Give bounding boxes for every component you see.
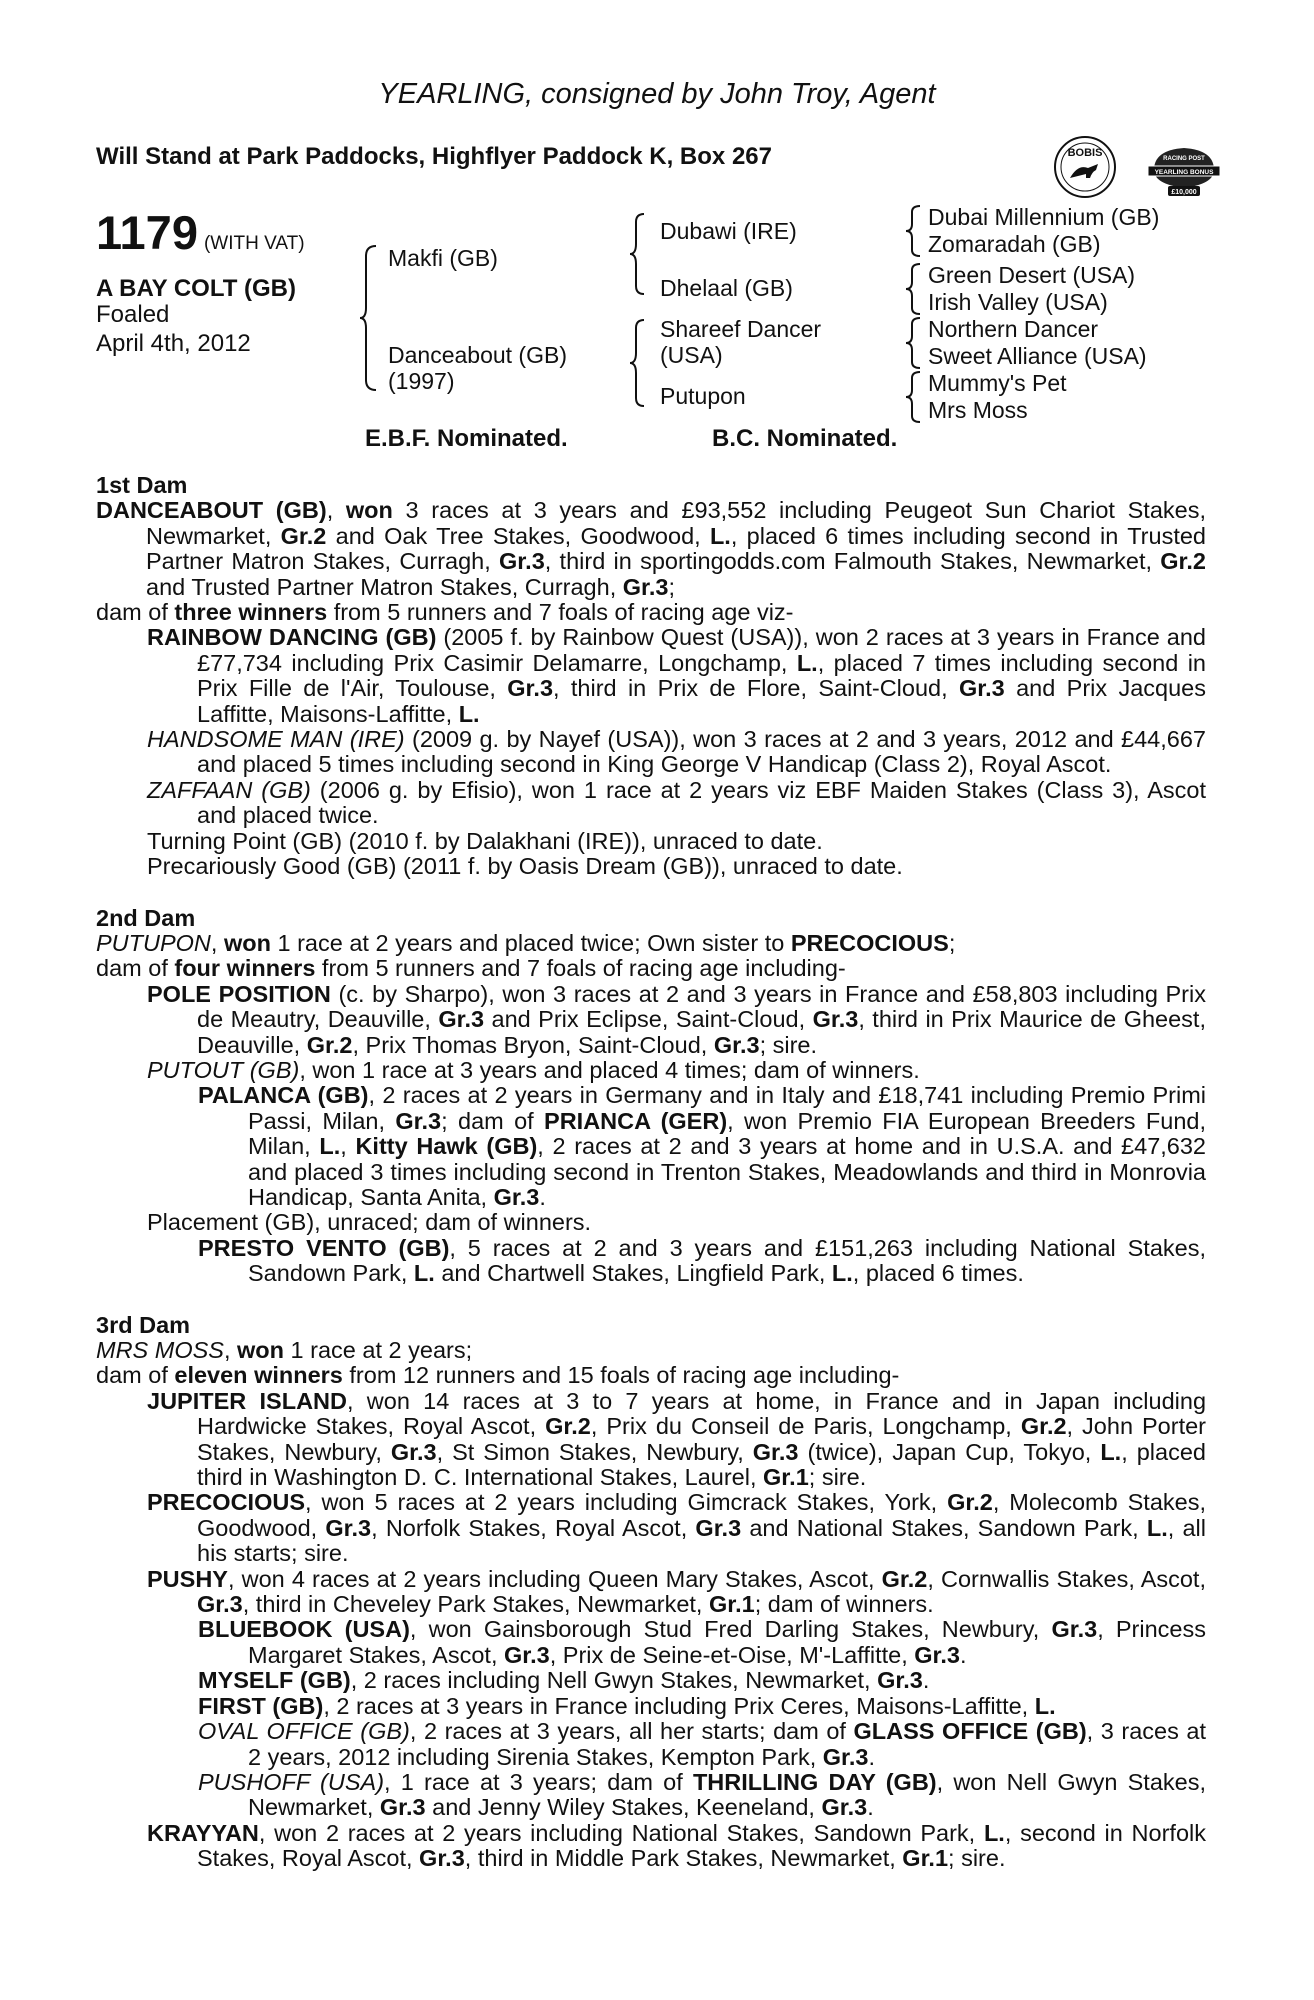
pedigree-g3: Green Desert (USA) (928, 262, 1136, 288)
third-dam-produce-summary: dam of eleven winners from 12 runners and 15 foals of racing age including- (96, 1362, 900, 1389)
third-dam-heading: 3rd Dam (96, 1311, 191, 1338)
offspring-oval-office: OVAL OFFICE (GB), 2 races at 3 years, all her starts; dam of GLASS OFFICE (GB), 3 races at 2 years, 2012 including Sirenia Stakes, Kempton Park, Gr.3. (198, 1718, 1207, 1770)
pedigree-sire-sire: Dubawi (IRE) (660, 218, 797, 244)
g-brace-2 (906, 262, 922, 316)
pedigree-dam-sire: Shareef Dancer (USA) (660, 316, 822, 368)
offspring-presto-vento: PRESTO VENTO (GB), 5 races at 2 and 3 years and £151,263 including National Stakes, Sandown Park, L. and Chartwell Stakes, Lingfield Park, L., placed 6 times. (198, 1234, 1206, 1287)
stand-location: Will Stand at Park Paddocks, Highflyer Paddock K, Box 267 (96, 143, 772, 170)
page-title: YEARLING, consigned by John Troy, Agent (378, 78, 936, 110)
bobis-logo (1052, 134, 1118, 200)
offspring-jupiter-island: JUPITER ISLAND, won 14 races at 3 to 7 years at home, in France and in Japan including Hardwicke Stakes, Royal Ascot, Gr.2, Prix du Conseil de Paris, Longchamp, Gr.2, John Porter Stakes, Newbury, Gr.3, St Simon Stakes, Newbury, Gr.3 (twice), Japan Cup, Tokyo, L., placed third in Washington D. C. International Stakes, Laurel, Gr.1; sire. (147, 1387, 1207, 1491)
offspring-pushoff: PUSHOFF (USA), 1 race at 3 years; dam of THRILLING DAY (GB), won Nell Gwyn Stakes, Newmarket, Gr.3 and Jenny Wiley Stakes, Keeneland, Gr.3. (198, 1768, 1206, 1821)
svg-text:RACING POST: RACING POST (1163, 156, 1205, 162)
second-dam-entry: PUTUPON, won 1 race at 2 years and placed twice; Own sister to PRECOCIOUS; (96, 929, 956, 956)
lot-number: 1179 (WITH VAT) (96, 206, 305, 259)
sire-brace (630, 212, 648, 296)
g-brace-3 (906, 316, 922, 370)
third-dam-entry: MRS MOSS, won 1 race at 2 years; (96, 1337, 473, 1363)
offspring-precariously-good: Precariously Good (GB) (2011 f. by Oasis Dream (GB)), unraced to date. (147, 853, 903, 880)
offspring-bluebook: BLUEBOOK (USA), won Gainsborough Stud Fred Darling Stakes, Newbury, Gr.3, Princess Margaret Stakes, Ascot, Gr.3, Prix de Seine-et-Oise, M'-Laffitte, Gr.3. (198, 1616, 1206, 1668)
offspring-pushy: PUSHY, won 4 races at 2 years including Queen Mary Stakes, Ascot, Gr.2, Cornwallis Stakes, Ascot, Gr.3, third in Cheveley Park Stakes, Newmarket, Gr.1; dam of winners. (147, 1565, 1206, 1618)
pedigree-g6: Sweet Alliance (USA) (928, 343, 1147, 369)
offspring-pole-position: POLE POSITION (c. by Sharpo), won 3 races at 2 and 3 years in France and £58,803 including Prix de Meautry, Deauville, Gr.3 and Prix Eclipse, Saint-Cloud, Gr.3, third in Prix Maurice de Gheest, Deauville, Gr.2, Prix Thomas Bryon, Saint-Cloud, Gr.3; sire. (147, 980, 1206, 1058)
bobis-logo-text: BOBIS (1067, 147, 1103, 159)
offspring-putout: PUTOUT (GB), won 1 race at 3 years and placed 4 times; dam of winners. (147, 1056, 920, 1083)
pedigree-g4: Irish Valley (USA) (928, 289, 1108, 315)
svg-text:£10,000: £10,000 (1171, 189, 1197, 196)
g-brace-4 (906, 370, 922, 424)
pedigree-dam-dam: Putupon (660, 383, 746, 409)
sire-dam-brace (360, 244, 380, 392)
pedigree-sire-dam: Dhelaal (GB) (660, 275, 793, 301)
offspring-precocious: PRECOCIOUS, won 5 races at 2 years including Gimcrack Stakes, York, Gr.2, Molecomb Stakes, Goodwood, Gr.3, Norfolk Stakes, Royal Ascot, Gr.3 and National Stakes, Sandown Park, L., all his starts; sire. (147, 1489, 1206, 1567)
yearling-bonus-logo (1144, 140, 1224, 200)
pedigree-g1: Dubai Millennium (GB) (928, 204, 1160, 230)
pedigree-g7: Mummy's Pet (928, 370, 1067, 396)
offspring-handsome-man: HANDSOME MAN (IRE) (2009 g. by Nayef (USA)), won 3 races at 2 and 3 years, 2012 and £44,667 and placed 5 times including second in King George V Handicap (Class 2), Royal Ascot. (147, 726, 1206, 778)
vat-label: (WITH VAT) (203, 233, 305, 254)
svg-text:YEARLING BONUS: YEARLING BONUS (1154, 169, 1214, 176)
g-brace-1 (906, 204, 922, 258)
pedigree-g5: Northern Dancer (928, 316, 1099, 342)
offspring-myself: MYSELF (GB), 2 races including Nell Gwyn Stakes, Newmarket, Gr.3. (198, 1667, 930, 1694)
offspring-zaffaan: ZAFFAAN (GB) (2006 g. by Efisio), won 1 race at 2 years viz EBF Maiden Stakes (Class 3), Ascot and placed twice. (147, 776, 1206, 829)
foaled-info: Foaled April 4th, 2012 (96, 301, 251, 357)
bc-nominated: B.C. Nominated. (712, 425, 898, 452)
offspring-placement: Placement (GB), unraced; dam of winners. (147, 1209, 592, 1236)
second-dam-produce-summary: dam of four winners from 5 runners and 7 foals of racing age including- (96, 955, 846, 982)
lot-name: A BAY COLT (GB) (96, 275, 297, 302)
offspring-rainbow-dancing: RAINBOW DANCING (GB) (2005 f. by Rainbow Quest (USA)), won 2 races at 3 years in France and £77,734 including Prix Casimir Delamarre, Longchamp, L., placed 7 times including second in Prix Fille de l'Air, Toulouse, Gr.3, third in Prix de Flore, Saint-Cloud, Gr.3 and Prix Jacques Laffitte, Maisons-Laffitte, L. (147, 624, 1206, 727)
pedigree-g8: Mrs Moss (928, 397, 1028, 423)
offspring-palanca: PALANCA (GB), 2 races at 2 years in Germany and in Italy and £18,741 including Premio Primi Passi, Milan, Gr.3; dam of PRIANCA (GER), won Premio FIA European Breeders Fund, Milan, L., Kitty Hawk (GB), 2 races at 2 and 3 years at home and in U.S.A. and £47,632 and placed 3 times including second in Trenton Stakes, Meadowlands and third in Monrovia Handicap, Santa Anita, Gr.3. (198, 1082, 1207, 1210)
pedigree-dam: Danceabout (GB) (1997) (388, 342, 567, 394)
first-dam-heading: 1st Dam (96, 472, 188, 498)
first-dam-entry: DANCEABOUT (GB), won 3 races at 3 years and £93,552 including Peugeot Sun Chariot Stakes, Newmarket, Gr.2 and Oak Tree Stakes, Goodwood, L., placed 6 times including second in Trusted Partner Matron Stakes, Curragh, Gr.3, third in sportingodds.com Falmouth Stakes, Newmarket, Gr.2 and Trusted Partner Matron Stakes, Curragh, Gr.3; (96, 497, 1206, 600)
offspring-first: FIRST (GB), 2 races at 3 years in France including Prix Ceres, Maisons-Laffitte, L. (198, 1692, 1056, 1719)
first-dam-produce-summary: dam of three winners from 5 runners and 7 foals of racing age viz- (96, 599, 794, 626)
produce-record (96, 473, 1206, 1872)
offspring-krayyan: KRAYYAN, won 2 races at 2 years including National Stakes, Sandown Park, L., second in Norfolk Stakes, Royal Ascot, Gr.3, third in Middle Park Stakes, Newmarket, Gr.1; sire. (147, 1819, 1206, 1872)
second-dam-heading: 2nd Dam (96, 904, 196, 931)
dam-brace (630, 318, 648, 408)
ebf-nominated: E.B.F. Nominated. (365, 425, 568, 452)
pedigree-g2: Zomaradah (GB) (928, 231, 1101, 257)
pedigree-sire: Makfi (GB) (388, 245, 498, 271)
offspring-turning-point: Turning Point (GB) (2010 f. by Dalakhani (IRE)), unraced to date. (147, 827, 823, 854)
